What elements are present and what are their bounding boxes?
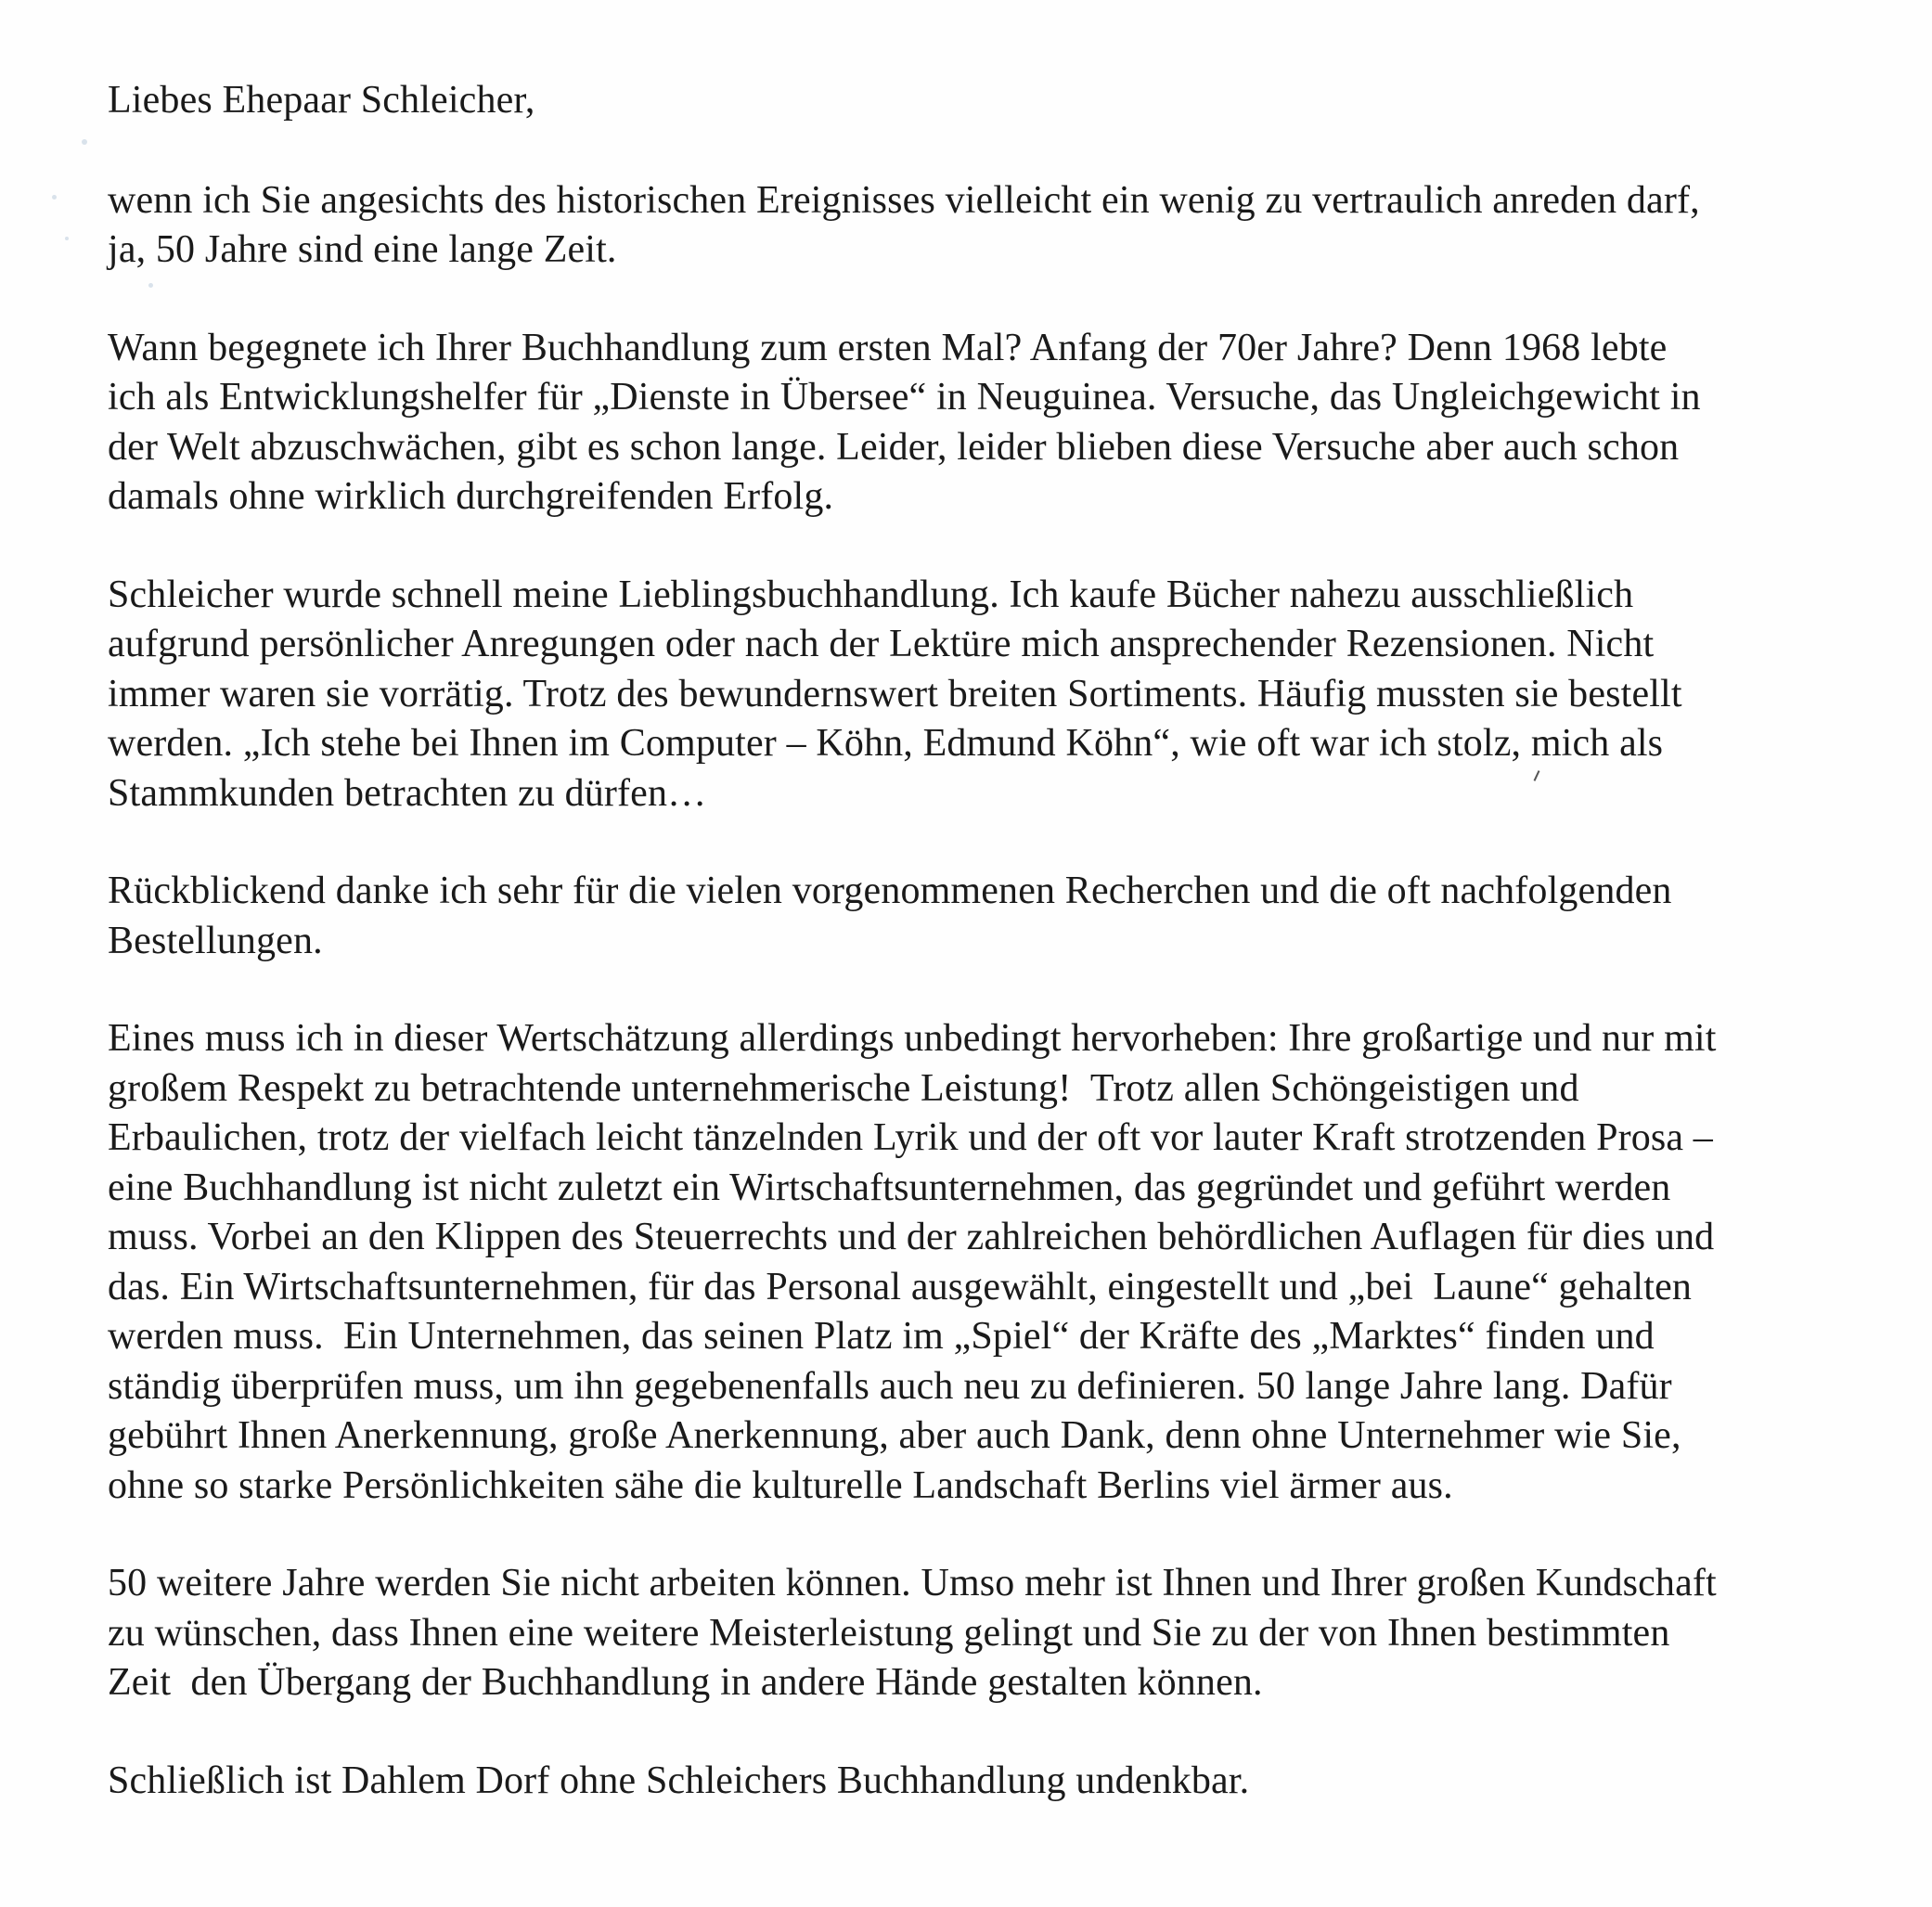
salutation: Liebes Ehepaar Schleicher,: [108, 79, 535, 122]
text-line: großem Respekt zu betrachtende unternehmerische Leistung! Trotz allen Schöngeistigen und: [108, 1066, 1579, 1110]
text-line: Stammkunden betrachten zu dürfen…: [108, 771, 707, 815]
letter-body: [108, 76, 1899, 1806]
text-line: werden. „Ich stehe bei Ihnen im Computer – Köhn, Edmund Köhn“, wie oft war ich stolz, mich als: [108, 722, 1664, 765]
text-line: Schleicher wurde schnell meine Lieblingsbuchhandlung. Ich kaufe Bücher nahezu ausschließlich: [108, 573, 1634, 616]
text-line: ja, 50 Jahre sind eine lange Zeit.: [108, 228, 617, 271]
text-line: 50 weitere Jahre werden Sie nicht arbeiten können. Umso mehr ist Ihnen und Ihrer großen Kundschaft: [108, 1562, 1717, 1604]
text-line: der Welt abzuschwächen, gibt es schon lange. Leider, leider blieben diese Versuche aber auch schon: [108, 425, 1680, 469]
scan-speck: [52, 195, 57, 200]
text-line: werden muss. Ein Unternehmen, das seinen Platz im „Spiel“ der Kräfte des „Marktes“ finden und: [108, 1315, 1655, 1358]
text-line: zu wünschen, dass Ihnen eine weitere Meisterleistung gelingt und Sie zu der von Ihnen bestimmten: [108, 1611, 1670, 1655]
text-line: das. Ein Wirtschaftsunternehmen, für das Personal ausgewählt, eingestellt und „bei Laune“ gehalten: [108, 1265, 1693, 1308]
text-line: ohne so starke Persönlichkeiten sähe die kulturelle Landschaft Berlins viel ärmer aus.: [108, 1463, 1453, 1507]
text-line: Schließlich ist Dahlem Dorf ohne Schleichers Buchhandlung undenkbar.: [108, 1759, 1250, 1802]
text-line: aufgrund persönlicher Anregungen oder nach der Lektüre mich ansprechender Rezensionen. Nicht: [108, 623, 1655, 665]
scan-speck: [65, 237, 69, 240]
text-line: Eines muss ich in dieser Wertschätzung allerdings unbedingt hervorheben: Ihre großartige und nur mit: [108, 1017, 1717, 1060]
text-line: muss. Vorbei an den Klippen des Steuerrechts und der zahlreichen behördlichen Auflagen für dies und: [108, 1216, 1715, 1258]
text-line: damals ohne wirklich durchgreifenden Erfolg.: [108, 475, 834, 518]
paragraph-5: [108, 1014, 1899, 1511]
text-line: Rückblickend danke ich sehr für die vielen vorgenommenen Recherchen und die oft nachfolgenden: [108, 870, 1672, 912]
text-line: Zeit den Übergang der Buchhandlung in andere Hände gestalten können.: [108, 1661, 1263, 1704]
text-line: ständig überprüfen muss, um ihn gegebenenfalls auch neu zu definieren. 50 lange Jahre lang. Dafür: [108, 1364, 1672, 1408]
text-line: wenn ich Sie angesichts des historischen Ereignisses vielleicht ein wenig zu vertraulich anreden darf,: [108, 178, 1700, 222]
text-line: Bestellungen.: [108, 919, 323, 962]
paragraph-6: [108, 1559, 1899, 1708]
text-line: immer waren sie vorrätig. Trotz des bewundernswert breiten Sortiments. Häufig mussten sie bestellt: [108, 672, 1682, 715]
text-line: ich als Entwicklungshelfer für „Dienste in Übersee“ in Neuguinea. Versuche, das Ungleichgewicht in: [108, 376, 1701, 419]
text-line: Wann begegnete ich Ihrer Buchhandlung zum ersten Mal? Anfang der 70er Jahre? Denn 1968 lebte: [108, 326, 1668, 369]
paragraph-7: [108, 1757, 1899, 1807]
paragraph-1: [108, 176, 1899, 276]
scan-speck: [82, 139, 87, 145]
paragraph-4: [108, 867, 1899, 966]
text-line: gebührt Ihnen Anerkennung, große Anerkennung, aber auch Dank, denn ohne Unternehmer wie Sie,: [108, 1414, 1681, 1457]
text-line: Erbaulichen, trotz der vielfach leicht tänzelnden Lyrik und der oft vor lauter Kraft strotzenden Prosa –: [108, 1116, 1713, 1159]
paragraph-2: [108, 324, 1899, 522]
text-line: eine Buchhandlung ist nicht zuletzt ein Wirtschaftsunternehmen, das gegründet und geführt werden: [108, 1166, 1671, 1209]
paragraph-3: [108, 571, 1899, 819]
